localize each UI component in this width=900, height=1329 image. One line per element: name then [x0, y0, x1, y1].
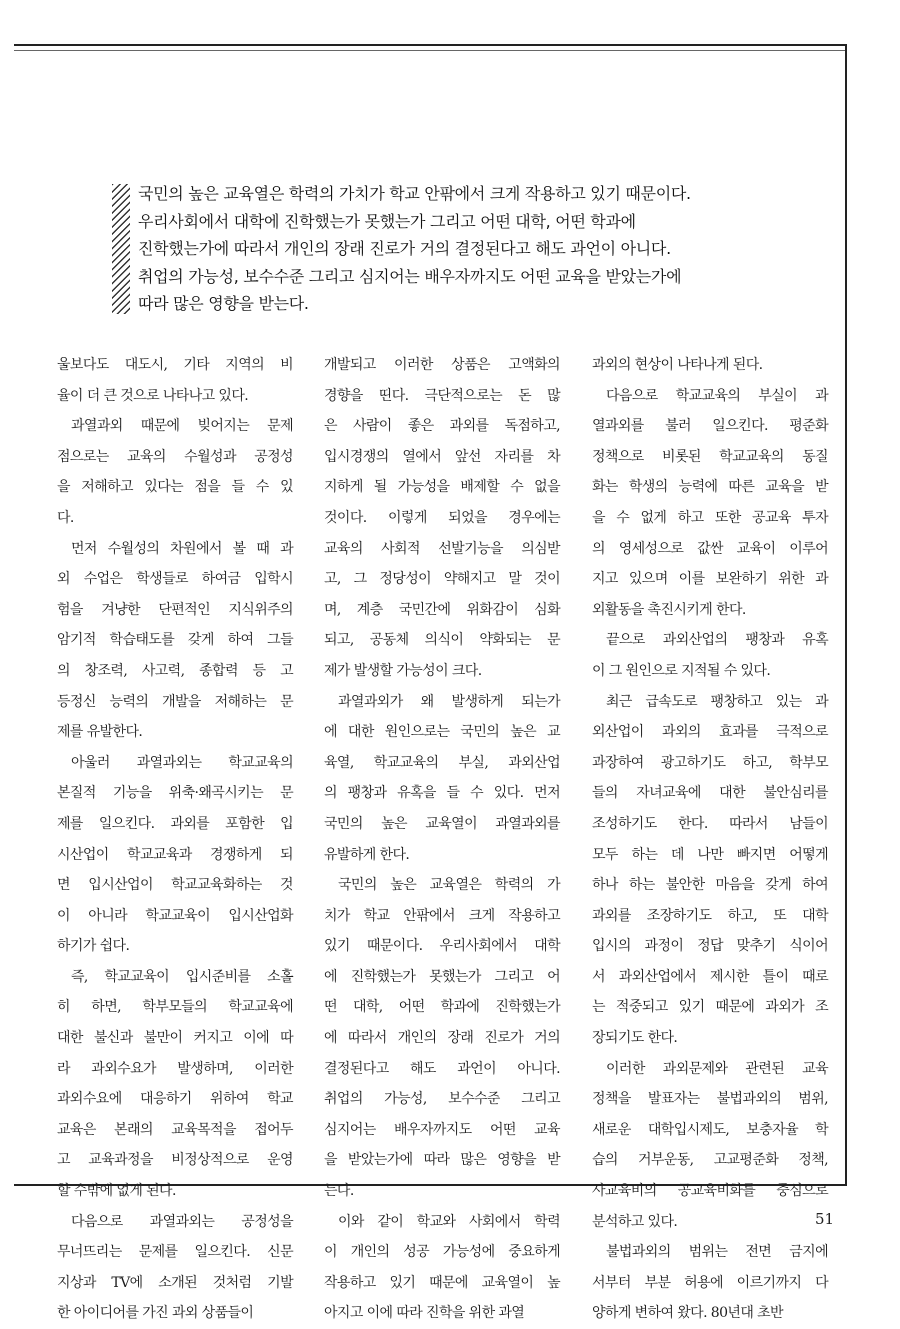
body-text-line: 의 팽창과 유혹을 들 수 있다. 먼저: [324, 785, 560, 802]
pull-quote-text: [138, 180, 818, 318]
body-text-line: 는 적중되고 있기 때문에 과외가 조: [592, 999, 828, 1016]
body-text-line: 정책으로 비롯된 학교교육의 동질: [592, 448, 828, 465]
body-text-line: 등정신 능력의 개발을 저해하는 문: [57, 693, 293, 710]
body-text-line: 경향을 띤다. 극단적으로는 돈 많: [324, 387, 560, 404]
body-text-line: 이러한 과외문제와 관련된 교육: [606, 1060, 828, 1077]
body-text-line: 습의 거부운동, 고교평준화 정책,: [592, 1152, 828, 1169]
body-text-line: 입시의 과정이 정답 맞추기 식이어: [592, 938, 828, 955]
body-column-3: [592, 350, 828, 1329]
body-text-line: 개발되고 이러한 상품은 고액화의: [324, 357, 560, 373]
body-text-line: 점으로는 교육의 수월성과 공정성: [57, 448, 293, 465]
body-text-line: 한 아이디어를 가진 과외 상품들이: [57, 1305, 254, 1322]
body-text-line: 의 영세성으로 값싼 교육이 이루어: [592, 540, 828, 557]
body-text-line: 취업의 가능성, 보수수준 그리고: [324, 1091, 560, 1108]
body-text-line: 이 개인의 성공 가능성에 중요하게: [324, 1244, 560, 1261]
page-number: 51: [815, 1210, 835, 1228]
body-text-line: 대한 불신과 불만이 커지고 이에 따: [57, 1030, 293, 1047]
body-text-line: 들의 자녀교육에 대한 불안심리를: [592, 785, 828, 802]
body-text-line: 아지고 이에 따라 진학을 위한 과열: [324, 1305, 525, 1322]
pull-quote: [112, 180, 812, 318]
body-text-line: 율이 더 큰 것으로 나타나고 있다.: [57, 387, 249, 404]
body-text-line: 새로운 대학입시제도, 보충자율 학: [592, 1121, 828, 1138]
body-text-line: 유발하게 한다.: [324, 846, 410, 863]
body-text-line: 며, 계층 국민간에 위화감이 심화: [324, 601, 560, 618]
body-text-line: 과외의 현상이 나타나게 된다.: [592, 357, 763, 373]
body-text-line: 것이다. 이렇게 되었을 경우에는: [324, 509, 560, 526]
body-text-line: 라 과외수요가 발생하며, 이러한: [57, 1060, 293, 1077]
body-text-line: 불법과외의 범위는 전면 금지에: [606, 1244, 828, 1261]
body-text-line: 제를 유발한다.: [57, 724, 143, 741]
body-text-line: 사교육비의 공교육비화를 중심으로: [592, 1183, 828, 1200]
body-text-line: 험을 겨냥한 단편적인 지식위주의: [57, 601, 293, 618]
body-text-line: 하나 하는 불안한 마음을 갖게 하여: [592, 877, 828, 894]
pull-quote-line: 따라 많은 영향을 받는다.: [138, 294, 309, 313]
body-text-line: 이와 같이 학교와 사회에서 학력: [338, 1213, 560, 1230]
body-text-line: 과외수요에 대응하기 위하여 학교: [57, 1091, 293, 1108]
body-text-line: 이 그 원인으로 지적될 수 있다.: [592, 662, 771, 679]
body-text-line: 무너뜨리는 문제를 일으킨다. 신문: [57, 1244, 293, 1261]
body-text-line: 교육의 사회적 선발기능을 의심받: [324, 540, 560, 557]
body-text-line: 결정된다고 해도 과언이 아니다.: [324, 1060, 560, 1077]
body-text-line: 과열과외가 왜 발생하게 되는가: [338, 693, 560, 710]
body-text-line: 고, 그 정당성이 약해지고 말 것이: [324, 571, 560, 588]
hatch-decoration: [112, 184, 130, 314]
body-text-line: 다.: [57, 509, 74, 526]
body-text-line: 이 아니라 학교교육이 입시산업화: [57, 907, 293, 924]
top-rule-thin: [14, 50, 846, 51]
body-text-line: 지고 있으며 이를 보완하기 위한 과: [592, 571, 828, 588]
body-text-line: 면 입시산업이 학교교육화하는 것: [57, 877, 293, 894]
body-text-line: 최근 급속도로 팽창하고 있는 과: [606, 693, 828, 710]
body-text-line: 국민의 높은 교육열은 학력의 가: [338, 877, 560, 894]
body-text-line: 떤 대학, 어떤 학과에 진학했는가: [324, 999, 560, 1016]
body-text-line: 의 창조력, 사고력, 종합력 등 고: [57, 662, 293, 679]
body-text-line: 있기 때문이다. 우리사회에서 대학: [324, 938, 560, 955]
body-text-line: 분석하고 있다.: [592, 1213, 678, 1230]
body-text-line: 을 수 없게 하고 또한 공교육 투자: [592, 509, 828, 526]
body-text-line: 아울러 과열과외는 학교교육의: [71, 754, 293, 771]
body-text-line: 즉, 학교교육이 입시준비를 소홀: [71, 968, 293, 985]
body-text-line: 에 진학했는가 못했는가 그리고 어: [324, 968, 560, 985]
body-text-line: 장되기도 한다.: [592, 1030, 678, 1047]
body-text-line: 히 하면, 학부모들의 학교교육에: [57, 999, 293, 1016]
body-text-line: 입시경쟁의 열에서 앞선 자리를 차: [324, 448, 560, 465]
body-text-line: 되고, 공동체 의식이 약화되는 문: [324, 632, 560, 649]
body-text-line: 에 대한 원인으로는 국민의 높은 교: [324, 724, 560, 741]
body-text-line: 치가 학교 안팎에서 크게 작용하고: [324, 907, 560, 924]
body-text-line: 다음으로 학교교육의 부실이 과: [606, 387, 828, 404]
body-text-line: 할 수밖에 없게 된다.: [57, 1183, 176, 1200]
body-text-line: 하기가 쉽다.: [57, 938, 130, 955]
body-text-line: 서부터 부분 허용에 이르기까지 다: [592, 1274, 828, 1291]
body-text-line: 지상과 TV에 소개된 것처럼 기발: [57, 1274, 293, 1291]
body-text-line: 외산업이 과외의 효과를 극적으로: [592, 724, 828, 741]
body-text-line: 양하게 변하여 왔다. 80년대 초반: [592, 1305, 783, 1322]
body-text-line: 정책을 발표자는 불법과외의 범위,: [592, 1091, 828, 1108]
right-rule: [845, 44, 847, 1184]
body-text-line: 는다.: [324, 1183, 354, 1200]
body-column-2: [324, 350, 560, 1329]
body-text-line: 다음으로 과열과외는 공정성을: [71, 1213, 293, 1230]
body-text-line: 에 따라서 개인의 장래 진로가 거의: [324, 1030, 560, 1047]
pull-quote-line: 우리사회에서 대학에 진학했는가 못했는가 그리고 어떤 대학, 어떤 학과에: [138, 211, 636, 231]
body-text-line: 먼저 수월성의 차원에서 볼 때 과: [71, 540, 293, 557]
body-text-line: 조성하기도 한다. 따라서 남들이: [592, 815, 828, 832]
body-text-line: 국민의 높은 교육열이 과열과외를: [324, 815, 560, 832]
body-text-line: 제를 일으킨다. 과외를 포함한 입: [57, 815, 293, 832]
body-text-line: 본질적 기능을 위축·왜곡시키는 문: [57, 785, 293, 802]
body-text-line: 암기적 학습태도를 갖게 하여 그들: [57, 632, 293, 649]
body-text-line: 제가 발생할 가능성이 크다.: [324, 662, 482, 679]
pull-quote-line: 국민의 높은 교육열은 학력의 가치가 학교 안팎에서 크게 작용하고 있기 때문이다.: [138, 184, 691, 203]
body-text-line: 은 사람이 좋은 과외를 독점하고,: [324, 418, 560, 435]
body-text-line: 육열, 학교교육의 부실, 과외산업: [324, 754, 560, 771]
body-text-line: 심지어는 배우자까지도 어떤 교육: [324, 1121, 560, 1138]
top-rule: [14, 44, 846, 46]
body-text-line: 모두 하는 데 나만 빠지면 어떻게: [592, 846, 828, 863]
body-text-line: 열과외를 불러 일으킨다. 평준화: [592, 418, 828, 435]
pull-quote-line: 취업의 가능성, 보수수준 그리고 심지어는 배우자까지도 어떤 교육을 받았는가에: [138, 266, 682, 286]
body-text-line: 과열과외 때문에 빚어지는 문제: [71, 418, 293, 435]
body-text-line: 과외를 조장하기도 하고, 또 대학: [592, 907, 828, 924]
body-text-line: 시산업이 학교교육과 경쟁하게 되: [57, 846, 293, 863]
body-text-line: 을 저해하고 있다는 점을 들 수 있: [57, 479, 293, 496]
body-text-line: 끝으로 과외산업의 팽창과 유혹: [606, 632, 828, 649]
body-text-line: 울보다도 대도시, 기타 지역의 비: [57, 357, 293, 373]
body-text-line: 서 과외산업에서 제시한 틀이 때로: [592, 968, 828, 985]
body-text-line: 외 수업은 학생들로 하여금 입학시: [57, 571, 293, 588]
body-text-line: 과장하여 광고하기도 하고, 학부모: [592, 754, 828, 771]
body-text-line: 외활동을 촉진시키게 한다.: [592, 601, 746, 618]
body-text-line: 작용하고 있기 때문에 교육열이 높: [324, 1274, 560, 1291]
body-text-line: 교육은 본래의 교육목적을 접어두: [57, 1121, 293, 1138]
body-text-line: 지하게 될 가능성을 배제할 수 없을: [324, 479, 560, 496]
body-text-line: 고 교육과정을 비정상적으로 운영: [57, 1152, 293, 1169]
pull-quote-line: 진학했는가에 따라서 개인의 장래 진로가 거의 결정된다고 해도 과언이 아니다.: [138, 239, 671, 258]
body-text-line: 화는 학생의 능력에 따른 교육을 받: [592, 479, 828, 496]
body-column-1: [57, 350, 293, 1329]
body-text-line: 을 받았는가에 따라 많은 영향을 받: [324, 1152, 560, 1169]
